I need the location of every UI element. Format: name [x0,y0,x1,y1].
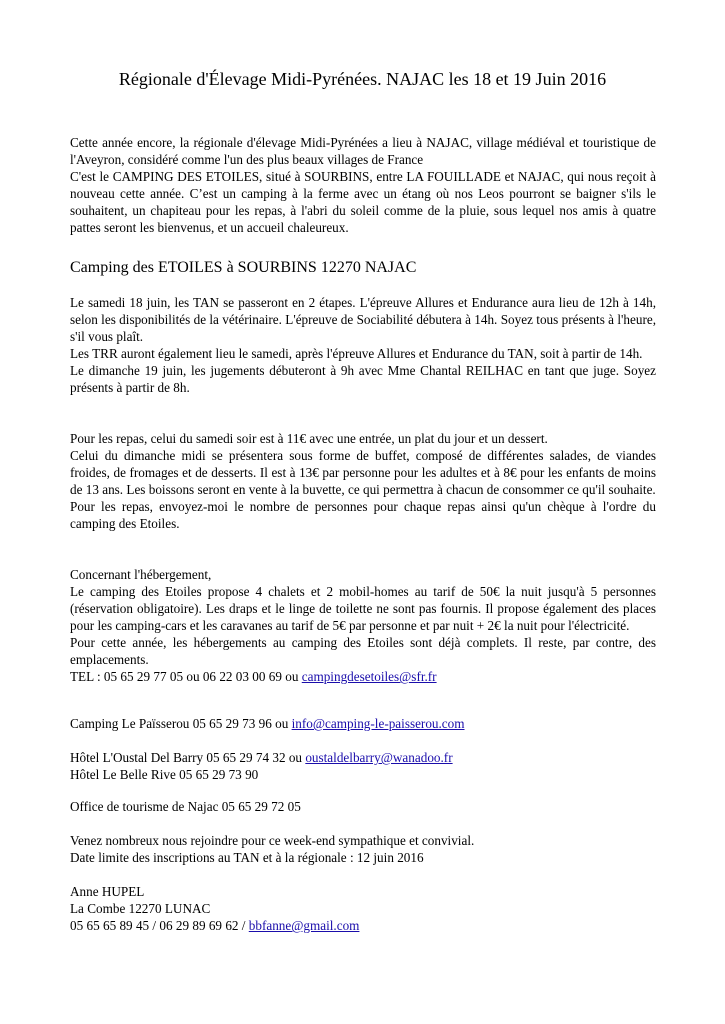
closing-invitation: Venez nombreux nous rejoindre pour ce week-end sympathique et convivial. [70,833,475,848]
section-heading: Camping des ETOILES à SOURBINS 12270 NAJAC [70,259,417,276]
lodging-tel-label: TEL : 05 65 29 77 05 ou 06 22 03 00 69 ou [70,669,302,685]
paisserou-line [70,715,656,732]
signature-contact-line [70,917,656,934]
signature-phones: 05 65 65 89 45 / 06 29 89 69 62 / [70,918,249,934]
campingdesetoiles-email-link[interactable]: campingdesetoiles@sfr.fr [301,669,437,685]
paisserou-label: Camping Le Païsserou 05 65 29 73 96 ou [70,716,292,731]
contact-hotels [70,749,656,783]
contact-tourisme [70,798,656,815]
intro-paragraph-camping: C'est le CAMPING DES ETOILES, situé à SOURBINS, entre LA FOUILLADE et NAJAC, qui nous reçoit à nouveau cette année. C’est un camping à la ferme avec un étang où nos Leos pourront se baigner s'ils le souhaitent, un chapiteau pour les repas, à l'abri du soleil comme de la pluie, sous lequel nos amis à quatre pattes seront les bienvenus, et un accueil chaleureux. [70,169,656,236]
meals-sunday: Celui du dimanche midi se présentera sous forme de buffet, composé de différentes salades, de viandes froides, de fromages et de desserts. Il est à 13€ par personne pour les adultes et à 8€ pour les enfants de moins de 13 ans. Les boissons seront en vente à la buvette, ce qui permettra à chacun de consommer ce qu'il souhaite. [70,448,656,498]
schedule-sunday: Le dimanche 19 juin, les jugements débuteront à 9h avec Mme Chantal REILHAC en tant que juge. Soyez présents à partir de 8h. [70,363,656,396]
closing-deadline: Date limite des inscriptions au TAN et à la régionale : 12 juin 2016 [70,850,424,866]
belle-rive-line: Hôtel Le Belle Rive 05 65 29 73 90 [70,767,259,783]
signature-address: La Combe 12270 LUNAC [70,901,211,917]
tourisme-line: Office de tourisme de Najac 05 65 29 72 05 [70,799,301,814]
lodging-offer: Le camping des Etoiles propose 4 chalets et 2 mobil-homes au tarif de 50€ la nuit jusqu'à 5 personnes (réservation obligatoire). Les draps et le linge de toilette ne sont pas fournis. Il propose également des places pour les camping-cars et les caravanes au tarif de 5€ par personne et par nuit + 2€ la nuit pour l'électricité. [70,584,656,634]
oustal-email-link[interactable]: oustaldelbarry@wanadoo.fr [305,750,453,765]
meals-order: Pour les repas, envoyez-moi le nombre de personnes pour chaque repas ainsi qu'un chèque à l'ordre du camping des Etoiles. [70,499,656,532]
lodging-availability: Pour cette année, les hébergements au camping des Etoiles sont déjà complets. Il reste, par contre, des emplacements. [70,635,656,668]
signature-name: Anne HUPEL [70,884,145,899]
meals-section [70,430,656,532]
page-title: Régionale d'Élevage Midi-Pyrénées. NAJAC les 18 et 19 Juin 2016 [118,69,607,89]
oustal-line [70,749,656,766]
lodging-intro: Concernant l'hébergement, [70,567,212,582]
contact-paisserou [70,715,656,732]
signature-email-link[interactable]: bbfanne@gmail.com [248,918,360,934]
lodging-tel-line [70,668,656,685]
intro-section [70,134,656,236]
lodging-section [70,566,656,685]
schedule-section [70,294,656,396]
schedule-saturday-tan: Le samedi 18 juin, les TAN se passeront en 2 étapes. L'épreuve Allures et Endurance aura lieu de 12h à 14h, selon les disponibilités de la vétérinaire. L'épreuve de Sociabilité débutera à 14h. Soyez tous présents à l'heure, s'il vous plaît. [70,295,656,345]
closing-section [70,832,656,866]
intro-paragraph-village: Cette année encore, la régionale d'élevage Midi-Pyrénées a lieu à NAJAC, village médiéval et touristique de l'Aveyron, considéré comme l'un des plus beaux villages de France [70,135,656,168]
paisserou-email-link[interactable]: info@camping-le-paisserou.com [291,716,465,731]
signature-section [70,883,656,934]
meals-saturday: Pour les repas, celui du samedi soir est à 11€ avec une entrée, un plat du jour et un dessert. [70,431,548,446]
oustal-label: Hôtel L'Oustal Del Barry 05 65 29 74 32 ou [70,750,306,765]
schedule-saturday-trr: Les TRR auront également lieu le samedi, après l'épreuve Allures et Endurance du TAN, soit à partir de 14h. [70,346,643,362]
